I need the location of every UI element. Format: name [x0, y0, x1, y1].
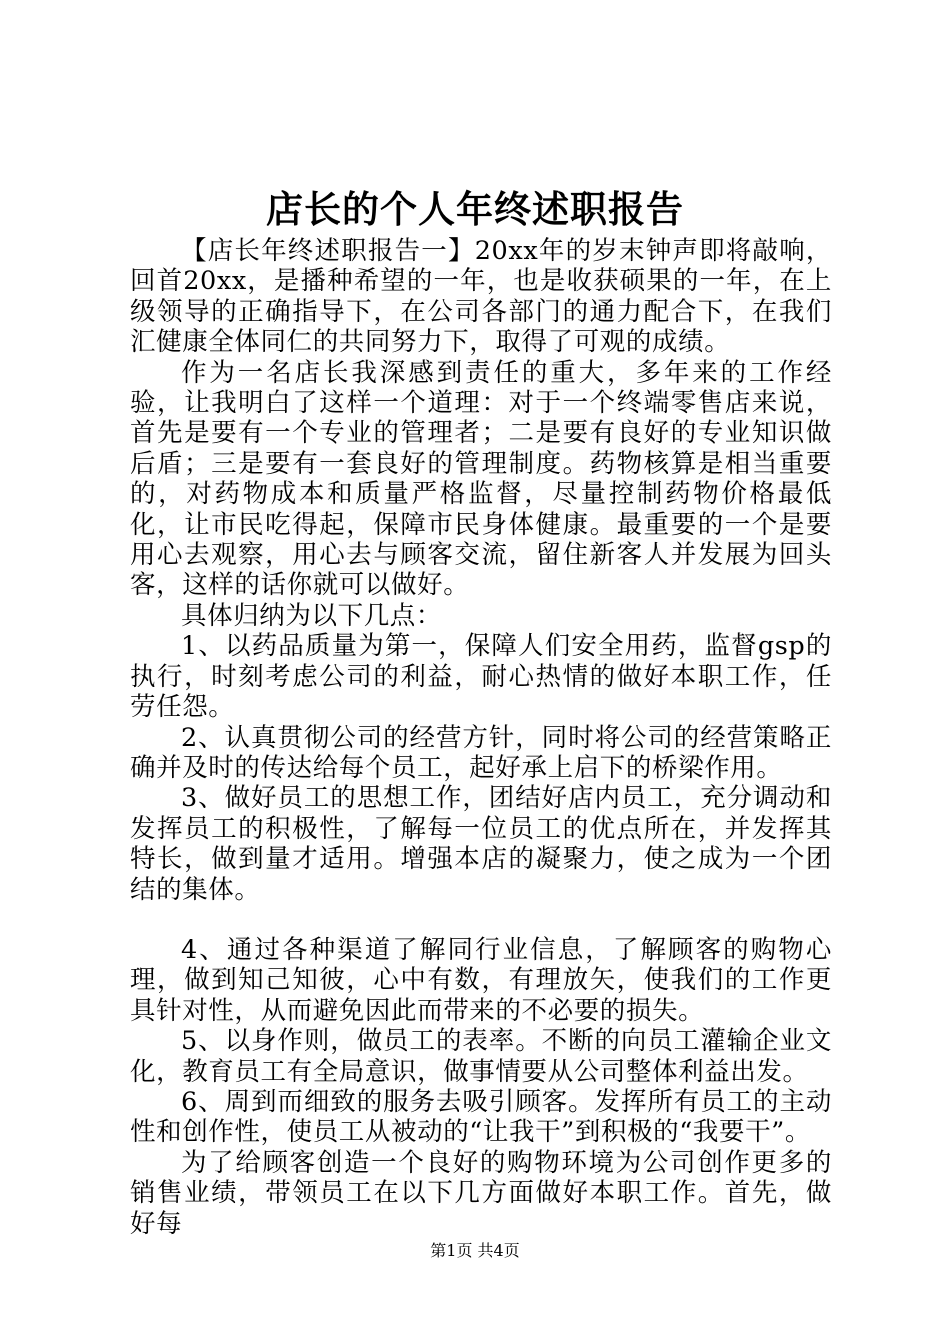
paragraph-point-4: 4、通过各种渠道了解同行业信息，了解顾客的购物心理，做到知己知彼，心中有数，有理放矢，使我们的工作更具针对性，从而避免因此而带来的不必要的损失。: [130, 934, 832, 1026]
paragraph-intro: 【店长年终述职报告一】20xx年的岁末钟声即将敲响，回首20xx，是播种希望的一年，也是收获硕果的一年，在上级领导的正确指导下，在公司各部门的通力配合下，在我们汇健康全体同仁的共同努力下，取得了可观的成绩。: [130, 236, 832, 358]
paragraph-manager-role: 作为一名店长我深感到责任的重大，多年来的工作经验，让我明白了这样一个道理：对于一个终端零售店来说，首先是要有一个专业的管理者；二是要有良好的专业知识做后盾；三是要有一套良好的管理制度。药物核算是相当重要的，对药物成本和质量严格监督，尽量控制药物价格最低化，让市民吃得起，保障市民身体健康。最重要的一个是要用心去观察，用心去与顾客交流，留住新客人并发展为回头客，这样的话你就可以做好。: [130, 357, 832, 601]
document-title: 店长的个人年终述职报告: [266, 187, 684, 231]
paragraph-point-6: 6、周到而细致的服务去吸引顾客。发挥所有员工的主动性和创作性，使员工从被动的“让我干”到积极的“我要干”。: [130, 1086, 832, 1148]
page-number-footer: 第1页 共4页: [430, 1241, 520, 1260]
paragraph-summary-heading: 具体归纳为以下几点：: [181, 600, 443, 631]
paragraph-environment: 为了给顾客创造一个良好的购物环境为公司创作更多的销售业绩，带领员工在以下几方面做好本职工作。首先，做好每: [130, 1147, 832, 1239]
paragraph-point-5: 5、以身作则，做员工的表率。不断的向员工灌输企业文化，教育员工有全局意识，做事情要从公司整体利益出发。: [130, 1026, 832, 1087]
paragraph-point-3: 3、做好员工的思想工作，团结好店内员工，充分调动和发挥员工的积极性，了解每一位员工的优点所在，并发挥其特长，做到量才适用。增强本店的凝聚力，使之成为一个团结的集体。: [130, 783, 832, 905]
paragraph-point-2: 2、认真贯彻公司的经营方针，同时将公司的经营策略正确并及时的传达给每个员工，起好承上启下的桥梁作用。: [130, 722, 832, 783]
paragraph-point-1: 1、以药品质量为第一，保障人们安全用药，监督gsp的执行，时刻考虑公司的利益，耐心热情的做好本职工作，任劳任怨。: [130, 631, 832, 723]
document-body: [130, 236, 832, 1239]
